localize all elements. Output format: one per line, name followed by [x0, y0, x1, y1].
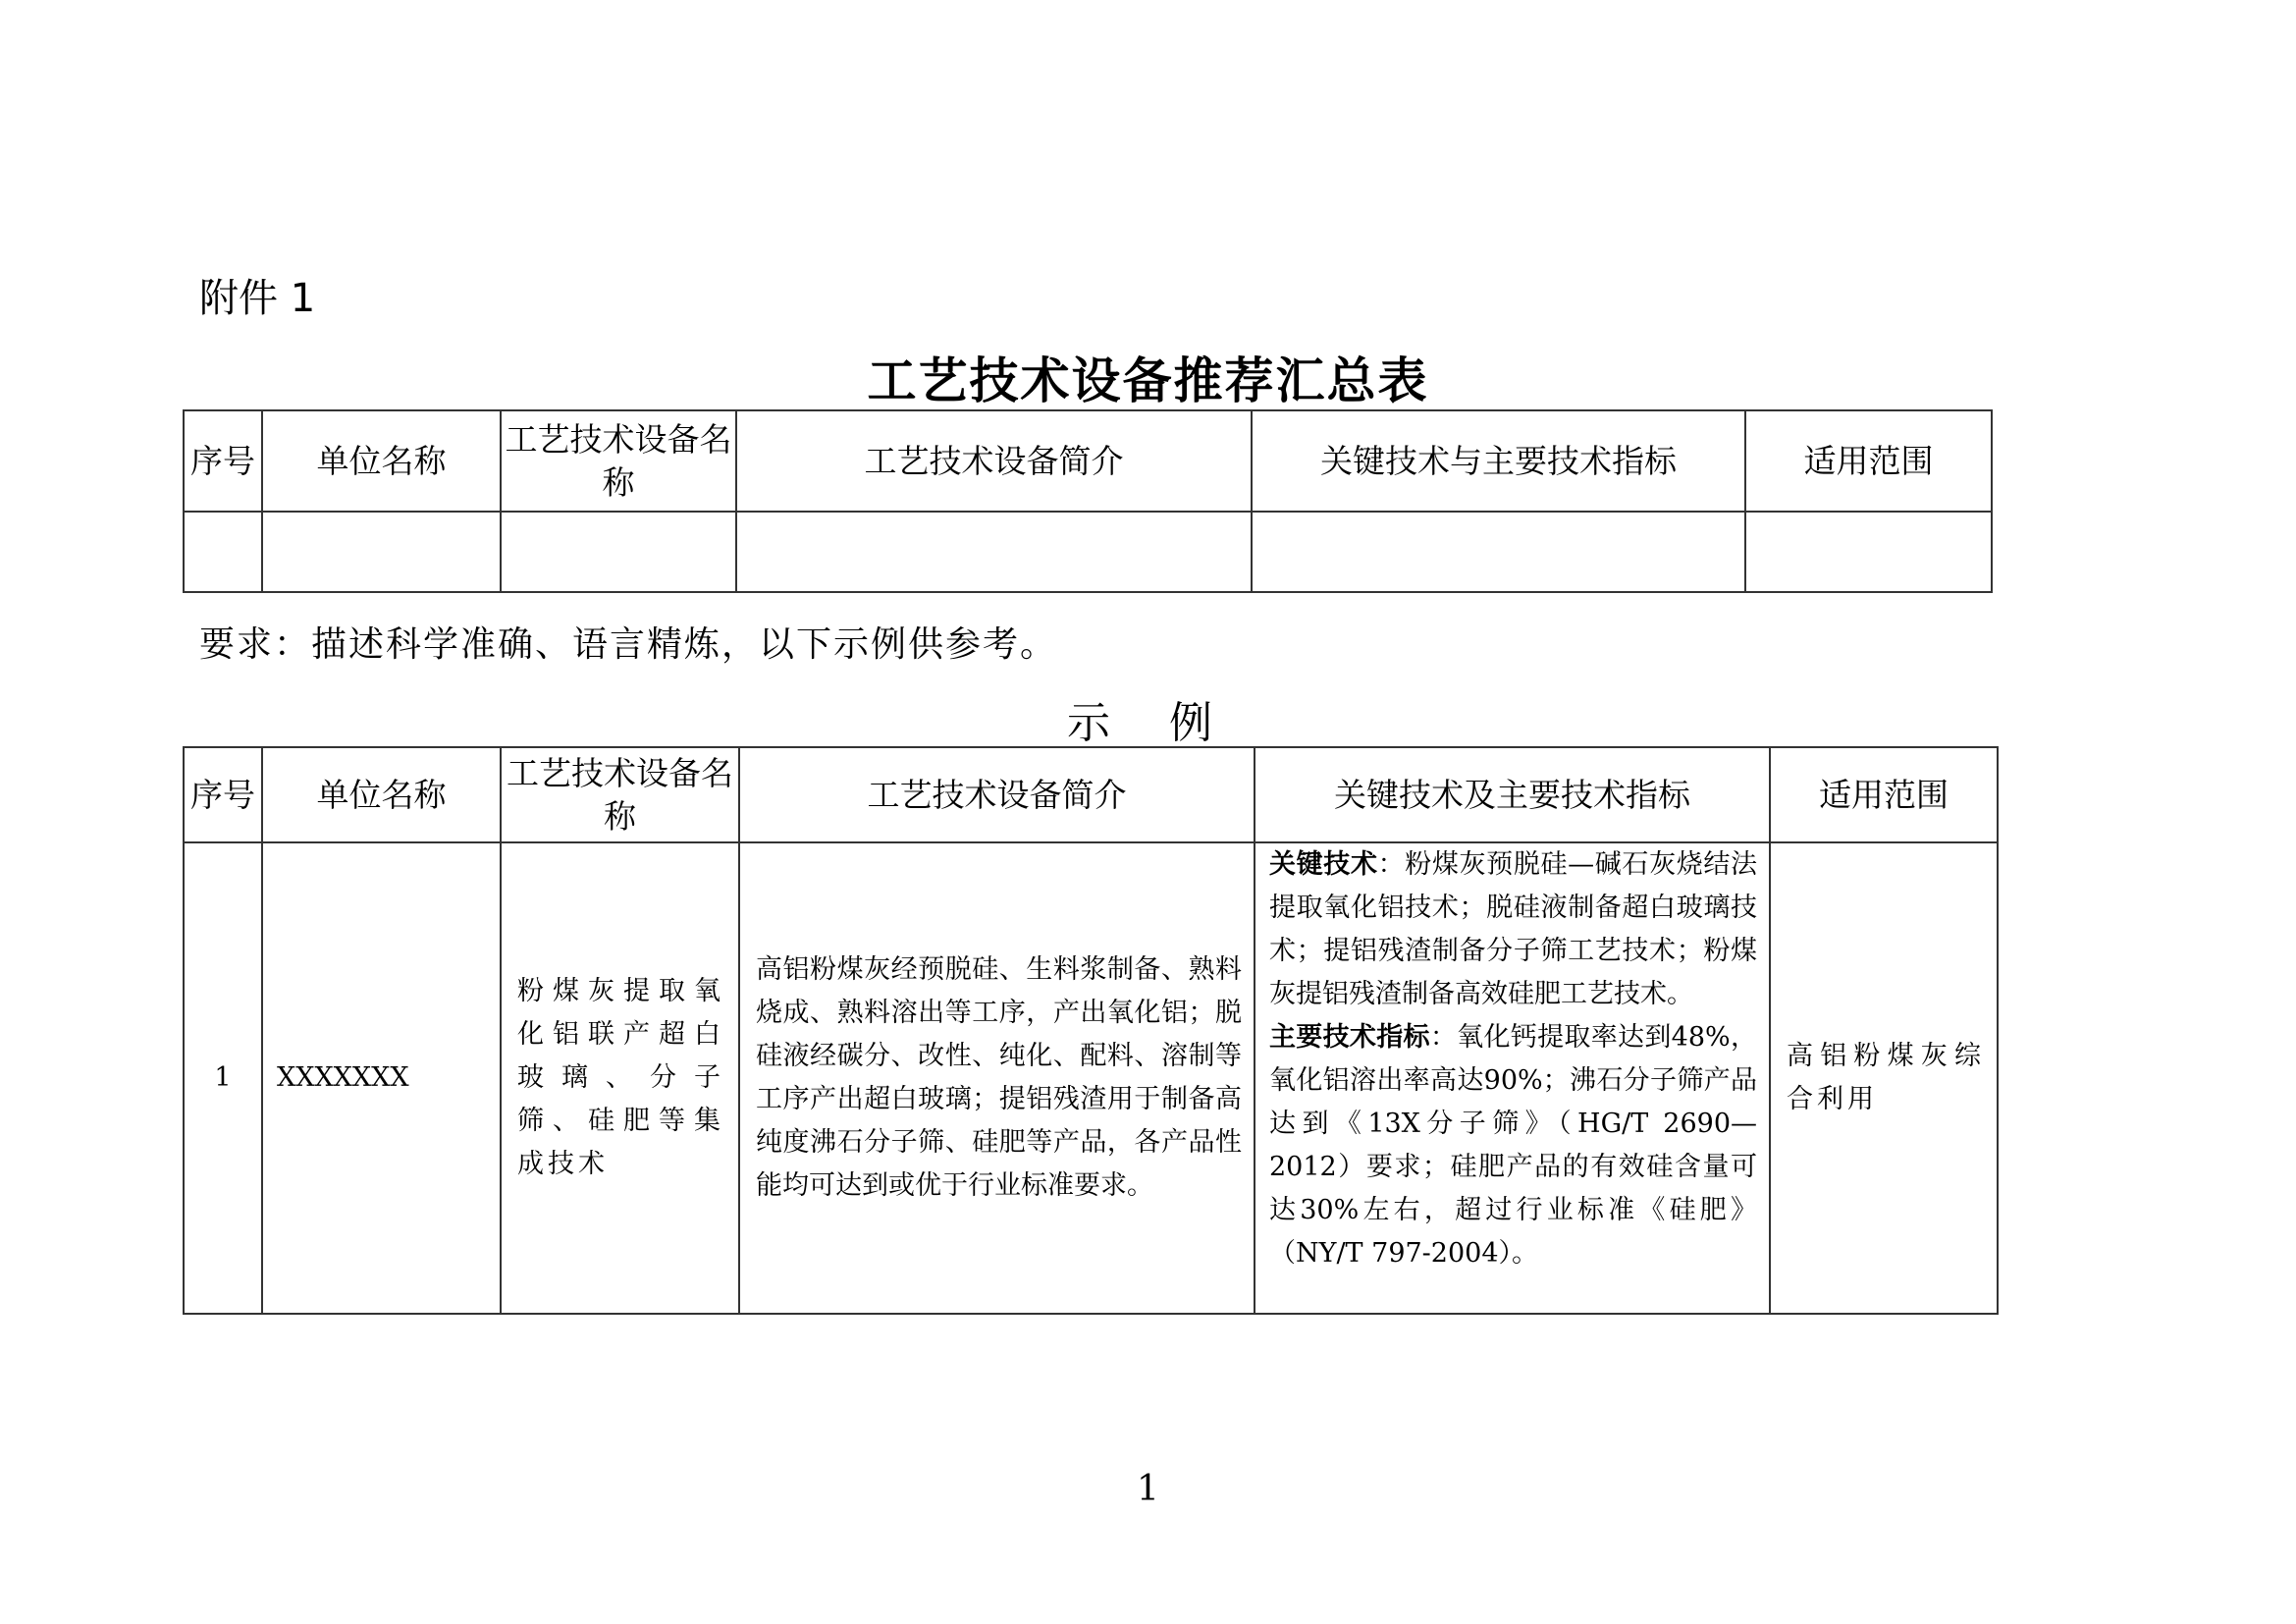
empty-cell [1745, 512, 1992, 592]
cell-name: 粉煤灰提取氧化铝联产超白玻璃、分子筛、硅肥等集成技术 [501, 842, 739, 1314]
table-row [184, 512, 1992, 592]
header-intro: 工艺技术设备简介 [736, 410, 1252, 512]
table-row [184, 842, 1998, 1314]
header-scope: 适用范围 [1745, 410, 1992, 512]
header-unit: 单位名称 [262, 410, 501, 512]
example-table [183, 746, 1999, 1315]
empty-cell [736, 512, 1252, 592]
cell-key-tech [1255, 842, 1770, 1314]
header-name: 工艺技术设备名称 [501, 410, 736, 512]
empty-cell [184, 512, 262, 592]
cell-intro: 高铝粉煤灰经预脱硅、生料浆制备、熟料烧成、熟料溶出等工序，产出氧化铝；脱硅液经碳分、改性、纯化、配料、溶制等工序产出超白玻璃；提铝残渣用于制备高纯度沸石分子筛、硅肥等产品，各产品性能均可达到或优于行业标准要求。 [739, 842, 1255, 1314]
key-tech-text: ：粉煤灰预脱硅—碱石灰烧结法提取氧化铝技术；脱硅液制备超白玻璃技术；提铝残渣制备分子筛工艺技术；粉煤灰提铝残渣制备高效硅肥工艺技术。 [1269, 849, 1758, 1009]
key-tech-paragraph [1269, 843, 1757, 1016]
table-header-row [184, 410, 1992, 512]
header-key-tech: 关键技术与主要技术指标 [1252, 410, 1745, 512]
header-unit: 单位名称 [262, 747, 501, 842]
header-seq: 序号 [184, 410, 262, 512]
attachment-label: 附件 1 [199, 276, 316, 321]
header-intro: 工艺技术设备简介 [739, 747, 1255, 842]
header-seq: 序号 [184, 747, 262, 842]
empty-cell [501, 512, 736, 592]
example-title: 示例 [1067, 698, 1271, 748]
requirement-note: 要求：描述科学准确、语言精炼，以下示例供参考。 [199, 624, 1058, 665]
header-scope: 适用范围 [1770, 747, 1998, 842]
header-name: 工艺技术设备名称 [501, 747, 739, 842]
header-key-tech: 关键技术及主要技术指标 [1255, 747, 1770, 842]
table-header-row [184, 747, 1998, 842]
cell-unit: XXXXXXX [262, 842, 501, 1314]
cell-scope: 高铝粉煤灰综合利用 [1770, 842, 1998, 1314]
main-index-text: ：氧化钙提取率达到48%，氧化铝溶出率高达90%；沸石分子筛产品达到《13X分子筛》（HG/T 2690—2012）要求；硅肥产品的有效硅含量可达30%左右，超过行业标准《硅肥》（NY/T 797-2004）。 [1269, 1022, 1758, 1269]
main-index-paragraph [1269, 1016, 1757, 1275]
empty-cell [262, 512, 501, 592]
page-number: 1 [1137, 1469, 1159, 1509]
page-title: 工艺技术设备推荐汇总表 [867, 352, 1429, 409]
main-index-label: 主要技术指标 [1269, 1022, 1430, 1053]
summary-table [183, 409, 1993, 593]
key-tech-label: 关键技术 [1269, 849, 1378, 880]
empty-cell [1252, 512, 1745, 592]
cell-seq: 1 [184, 842, 262, 1314]
